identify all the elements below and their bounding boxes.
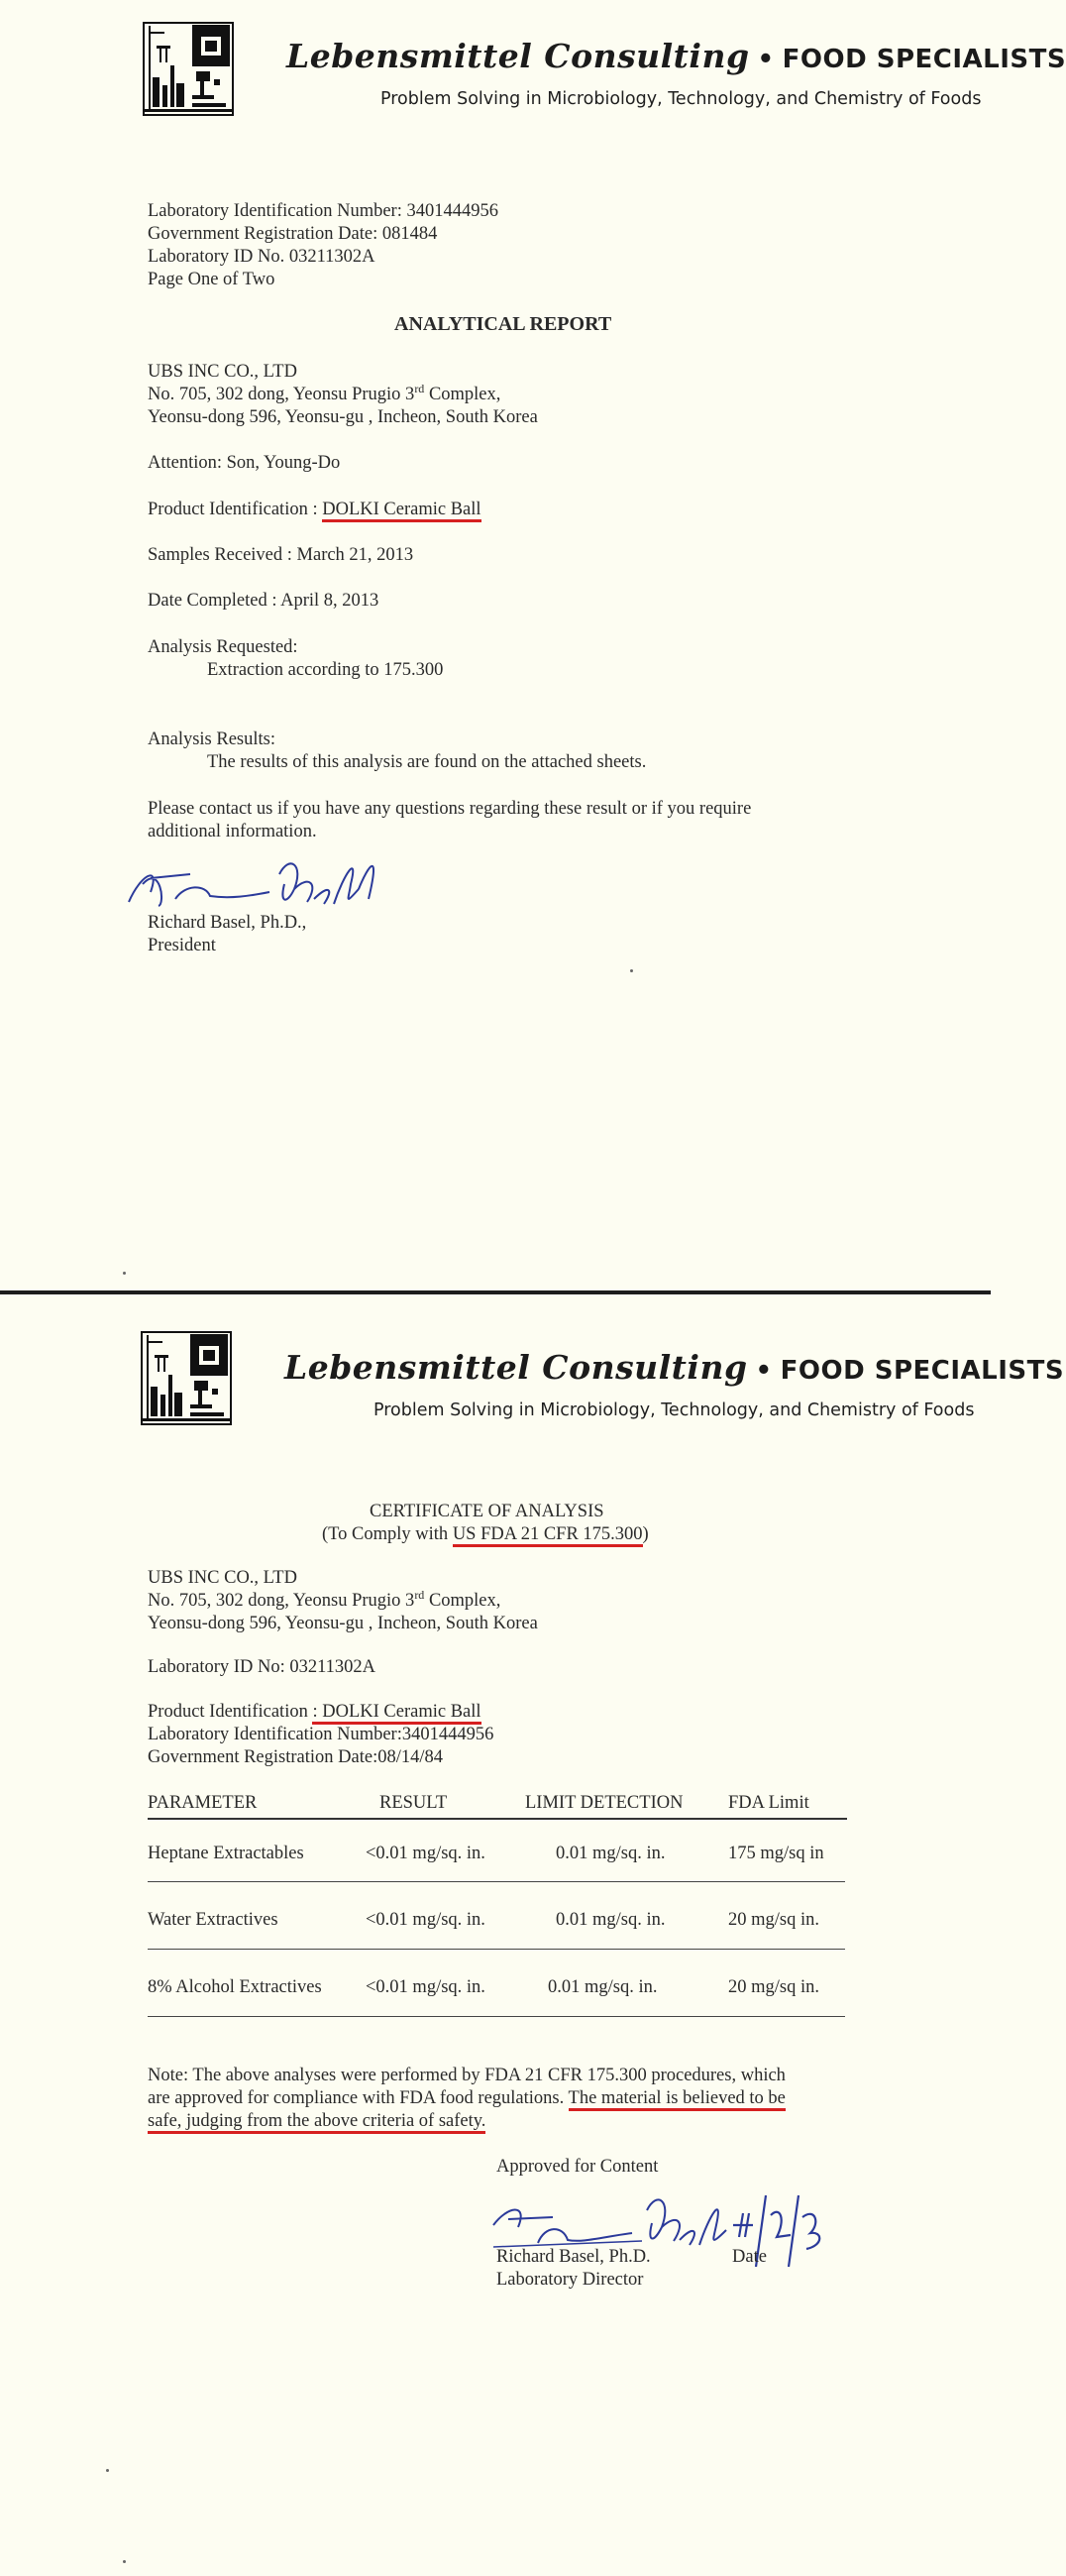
cell-limit-detection: 0.01 mg/sq. in. [548,1977,658,1997]
speck [123,1272,126,1275]
address-line-1: No. 705, 302 dong, Yeonsu Prugio 3rd Complex, [148,1587,501,1611]
cell-result: <0.01 mg/sq. in. [366,1977,485,1997]
approved-for-content: Approved for Content [496,2157,659,2177]
report-title: ANALYTICAL REPORT [394,313,612,335]
contact-line-2: additional information. [148,822,317,841]
cell-parameter: Water Extractives [148,1910,278,1930]
lab-id-number: Laboratory Identification Number:3401444956 [148,1725,494,1744]
table-row-rule [148,1881,845,1882]
signer-name: Richard Basel, Ph.D. [496,2247,651,2267]
lab-id-no: Laboratory ID No. 03211302A [148,247,375,267]
tagline: Problem Solving in Microbiology, Technology, and Chemistry of Foods [380,89,982,109]
lab-id-no: Laboratory ID No: 03211302A [148,1657,376,1677]
product-identification: Product Identification : DOLKI Ceramic Ball [148,499,481,521]
table-row-rule [148,1949,845,1950]
samples-received: Samples Received : March 21, 2013 [148,545,414,565]
speck [630,969,633,972]
page-label: Page One of Two [148,270,275,289]
note-line-2: are approved for compliance with FDA food regulations. The material is believed to be [148,2087,786,2110]
certificate-page [0,1296,1065,2576]
analysis-requested-value: Extraction according to 175.300 [207,660,444,680]
lab-id-number: Laboratory Identification Number: 3401444956 [148,201,498,221]
safety-statement: The material is believed to be [569,2088,786,2111]
product-identification: Product Identification : DOLKI Ceramic Ball [148,1701,481,1724]
address-line-2: Yeonsu-dong 596, Yeonsu-gu , Incheon, South Korea [148,407,538,427]
cell-result: <0.01 mg/sq. in. [366,1910,485,1930]
col-header-parameter: PARAMETER [148,1793,258,1813]
certificate-subtitle: (To Comply with US FDA 21 CFR 175.300) [322,1523,649,1546]
certificate-title: CERTIFICATE OF ANALYSIS [370,1502,604,1521]
col-header-limit-detection: LIMIT DETECTION [525,1793,684,1813]
brand-name: Lebensmittel Consulting • FOOD SPECIALISTS [284,1348,1065,1387]
lab-logo-icon [141,1331,232,1425]
note-line-3 [148,2110,485,2133]
table-header-rule [148,1818,847,1820]
cell-fda-limit: 175 mg/sq in [728,1844,824,1863]
date-label: Date [732,2247,767,2267]
company-name: UBS INC CO., LTD [148,362,297,382]
product-name: DOLKI Ceramic Ball [322,500,480,522]
cell-fda-limit: 20 mg/sq in. [728,1977,819,1997]
attention: Attention: Son, Young-Do [148,453,341,473]
address-line-2: Yeonsu-dong 596, Yeonsu-gu , Incheon, South Korea [148,1614,538,1633]
note-line-1: Note: The above analyses were performed by FDA 21 CFR 175.300 procedures, which [148,2066,786,2085]
cell-parameter: 8% Alcohol Extractives [148,1977,322,1997]
analysis-results-label: Analysis Results: [148,729,275,749]
contact-line-1: Please contact us if you have any questions regarding these result or if you require [148,799,752,819]
cell-limit-detection: 0.01 mg/sq. in. [556,1910,666,1930]
address-line-1: No. 705, 302 dong, Yeonsu Prugio 3rd Complex, [148,381,501,404]
cell-limit-detection: 0.01 mg/sq. in. [556,1844,666,1863]
signer-title: President [148,936,216,955]
analysis-requested-label: Analysis Requested: [148,637,298,657]
analysis-results-value: The results of this analysis are found on the attached sheets. [207,752,647,772]
table-row-rule [148,2016,845,2017]
brand-name: Lebensmittel Consulting • FOOD SPECIALISTS [286,37,1066,75]
signer-title: Laboratory Director [496,2270,644,2290]
gov-reg-date: Government Registration Date:08/14/84 [148,1747,443,1767]
cell-fda-limit: 20 mg/sq in. [728,1910,819,1930]
regulation-reference: US FDA 21 CFR 175.300 [453,1524,643,1547]
cell-result: <0.01 mg/sq. in. [366,1844,485,1863]
col-header-result: RESULT [379,1793,448,1813]
cell-parameter: Heptane Extractables [148,1844,304,1863]
company-name: UBS INC CO., LTD [148,1568,297,1588]
speck [106,2469,109,2472]
date-completed: Date Completed : April 8, 2013 [148,591,379,611]
speck [123,2560,126,2563]
page-separator [0,1290,991,1294]
col-header-fda-limit: FDA Limit [728,1793,809,1813]
lab-logo-icon [143,22,234,116]
tagline: Problem Solving in Microbiology, Technology, and Chemistry of Foods [373,1400,975,1420]
gov-reg-date: Government Registration Date: 081484 [148,224,438,244]
signer-name: Richard Basel, Ph.D., [148,913,307,933]
safety-statement-continued: safe, judging from the above criteria of safety. [148,2111,485,2134]
product-name: : DOLKI Ceramic Ball [312,1702,480,1725]
